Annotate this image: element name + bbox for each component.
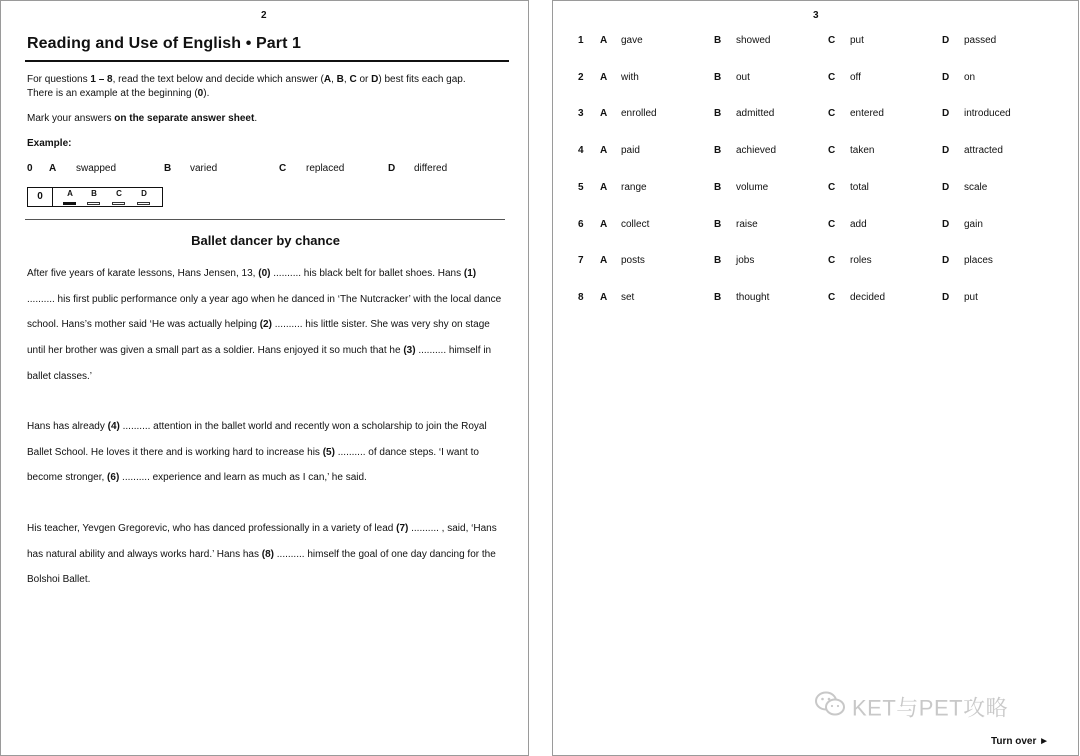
option-letter: A xyxy=(600,108,608,120)
option-letter: C xyxy=(828,291,836,303)
option-text: on xyxy=(964,71,976,83)
option-letter: A xyxy=(600,218,608,230)
option-text: scale xyxy=(964,181,988,193)
option-text: volume xyxy=(736,181,769,193)
option-text: passed xyxy=(964,35,997,46)
option-letter: D xyxy=(942,35,950,46)
gap-number: (0) xyxy=(258,268,271,279)
option-letter: B xyxy=(714,71,722,83)
page-number: 2 xyxy=(261,10,267,21)
option-text: set xyxy=(621,291,635,303)
option-text: decided xyxy=(850,291,886,303)
example-option-letter: C xyxy=(279,163,287,174)
question-row xyxy=(578,72,1048,86)
option-text: jobs xyxy=(736,255,755,267)
option-text: attracted xyxy=(964,145,1003,157)
option-letter: D xyxy=(942,255,950,267)
example-option-letter: B xyxy=(164,163,172,174)
question-number: 4 xyxy=(578,145,584,157)
option-letter: D xyxy=(942,218,950,230)
option-text: range xyxy=(621,181,647,193)
option-letter: C xyxy=(828,35,836,46)
section-divider xyxy=(25,219,505,220)
option-text: thought xyxy=(736,291,770,303)
gap-number: (1) xyxy=(463,268,477,279)
option-letter: D xyxy=(942,108,950,120)
option-letter: B xyxy=(714,35,722,46)
example-option-letter: A xyxy=(49,163,57,174)
question-row xyxy=(578,292,1048,306)
question-number: 2 xyxy=(578,71,584,83)
option-letter: C xyxy=(828,108,836,120)
question-number: 1 xyxy=(578,35,584,46)
story-title: Ballet dancer by chance xyxy=(191,233,340,248)
answer-box-letter: C xyxy=(116,189,122,198)
option-letter: C xyxy=(828,145,836,157)
example-option-text: varied xyxy=(190,163,218,174)
question-number: 8 xyxy=(578,291,584,303)
option-letter: A xyxy=(600,181,608,193)
story-paragraph xyxy=(27,261,503,390)
option-text: out xyxy=(736,71,750,83)
question-row xyxy=(578,145,1048,159)
story-text: Hans has already xyxy=(27,421,108,432)
story-text: .......... his black belt for ballet shoes. Hans xyxy=(270,268,464,279)
option-text: admitted xyxy=(736,108,775,120)
option-letter: A xyxy=(600,255,608,267)
gap-number: (3) xyxy=(403,345,416,357)
example-option-text: differed xyxy=(414,163,448,174)
gap-number: (7) xyxy=(396,523,409,534)
story-text: His teacher, Yevgen Gregorevic, who has danced professionally in a variety of lead xyxy=(27,523,397,534)
story-paragraph xyxy=(27,516,503,593)
gap-number: (5) xyxy=(322,446,335,458)
option-text: gave xyxy=(621,35,643,46)
option-letter: C xyxy=(828,255,836,267)
question-row xyxy=(578,219,1048,233)
example-option-letter: D xyxy=(388,163,396,174)
option-text: roles xyxy=(850,255,872,267)
example-label: Example: xyxy=(27,138,72,149)
page-number: 3 xyxy=(813,10,819,21)
gap-number: (4) xyxy=(107,421,120,432)
exam-page-2 xyxy=(0,0,529,756)
option-letter: B xyxy=(714,255,722,267)
option-text: entered xyxy=(850,108,884,120)
story-text: .......... , said, ‘Hans has natural ability and always works hard.’ Hans has xyxy=(27,523,497,560)
story-text: .......... himself in ballet classes.’ xyxy=(27,345,492,382)
instructions: For questions 1 – 8, read the text below and decide which answer (A, B, C or D) best fits each gap. There is an example at the beginning (0). xyxy=(27,74,466,99)
option-text: raise xyxy=(736,218,758,230)
option-text: paid xyxy=(621,145,640,157)
option-letter: B xyxy=(714,291,722,303)
option-letter: B xyxy=(714,218,722,230)
option-letter: C xyxy=(828,71,836,83)
option-text: places xyxy=(964,255,993,267)
mark-instruction: Mark your answers on the separate answer sheet. xyxy=(27,113,258,124)
example-number: 0 xyxy=(27,163,33,174)
option-letter: A xyxy=(600,145,608,157)
wechat-icon xyxy=(814,690,846,724)
question-number: 5 xyxy=(578,181,584,193)
answer-bubble xyxy=(137,202,150,205)
example-row xyxy=(27,163,507,177)
option-letter: A xyxy=(600,35,608,46)
story-text: .......... of dance steps. ‘I want to become stronger, xyxy=(27,446,479,484)
story-text: .......... experience and learn as much as I can,’ he said. xyxy=(119,472,367,484)
option-letter: D xyxy=(942,181,950,193)
question-row xyxy=(578,255,1048,269)
answer-box-letter: A xyxy=(67,189,73,198)
option-letter: D xyxy=(942,71,950,83)
question-number: 6 xyxy=(578,218,584,230)
option-letter: B xyxy=(714,108,722,120)
option-text: taken xyxy=(850,145,875,157)
option-text: off xyxy=(850,71,861,83)
question-number: 3 xyxy=(578,108,584,120)
title-rule xyxy=(25,60,509,62)
question-row xyxy=(578,108,1048,122)
story-text: .......... attention in the ballet world and recently won a scholarship to join the Royal Ballet School. He loves it there and is working hard to increase his xyxy=(27,421,487,458)
story-paragraph xyxy=(27,414,503,491)
option-letter: B xyxy=(714,181,722,193)
answer-bubble xyxy=(112,202,125,205)
answer-box-number: 0 xyxy=(28,188,53,206)
watermark-text: KET与PET攻略 xyxy=(852,695,1009,721)
option-text: put xyxy=(850,35,864,46)
question-row xyxy=(578,182,1048,196)
option-letter: D xyxy=(942,145,950,157)
option-letter: D xyxy=(942,291,950,303)
option-text: posts xyxy=(621,255,645,267)
answer-bubble xyxy=(87,202,100,205)
option-text: total xyxy=(850,181,869,193)
option-text: achieved xyxy=(736,145,777,157)
example-option-text: swapped xyxy=(76,163,117,174)
option-text: with xyxy=(621,71,639,83)
story-text: .......... his little sister. She was very shy on stage until her brother was given a small part as a soldier. Hans enjoyed it so much that he xyxy=(27,319,490,357)
question-number: 7 xyxy=(578,255,584,267)
option-text: add xyxy=(850,218,867,230)
story-text: .......... his first public performance only a year ago when he danced in ‘The Nutcracker’ with the local dance school. Hans’s mother said ‘He was actually helping xyxy=(27,293,502,331)
story-text: .......... himself the goal of one day dancing for the Bolshoi Ballet. xyxy=(27,548,496,586)
option-text: enrolled xyxy=(621,108,657,120)
option-letter: B xyxy=(714,145,722,157)
example-option-text: replaced xyxy=(306,163,345,174)
answer-box-letter: D xyxy=(141,189,147,198)
option-text: introduced xyxy=(964,108,1011,120)
watermark xyxy=(814,690,1008,724)
answer-box-letter: B xyxy=(91,189,97,198)
question-row xyxy=(578,35,1048,49)
option-letter: A xyxy=(600,291,608,303)
option-letter: C xyxy=(828,181,836,193)
answer-bubble xyxy=(63,202,76,205)
option-letter: A xyxy=(600,71,608,83)
option-text: gain xyxy=(964,218,983,230)
turn-over-label: Turn over ► xyxy=(991,736,1050,747)
example-answer-box xyxy=(27,187,163,207)
option-letter: C xyxy=(828,218,836,230)
option-text: collect xyxy=(621,218,650,230)
option-text: put xyxy=(964,291,978,303)
story-text: After five years of karate lessons, Hans Jensen, 13, xyxy=(27,268,259,279)
gap-number: (8) xyxy=(261,548,274,560)
gap-number: (2) xyxy=(259,319,272,331)
option-text: showed xyxy=(736,35,771,46)
section-title: Reading and Use of English • Part 1 xyxy=(27,35,302,52)
gap-number: (6) xyxy=(107,472,120,484)
